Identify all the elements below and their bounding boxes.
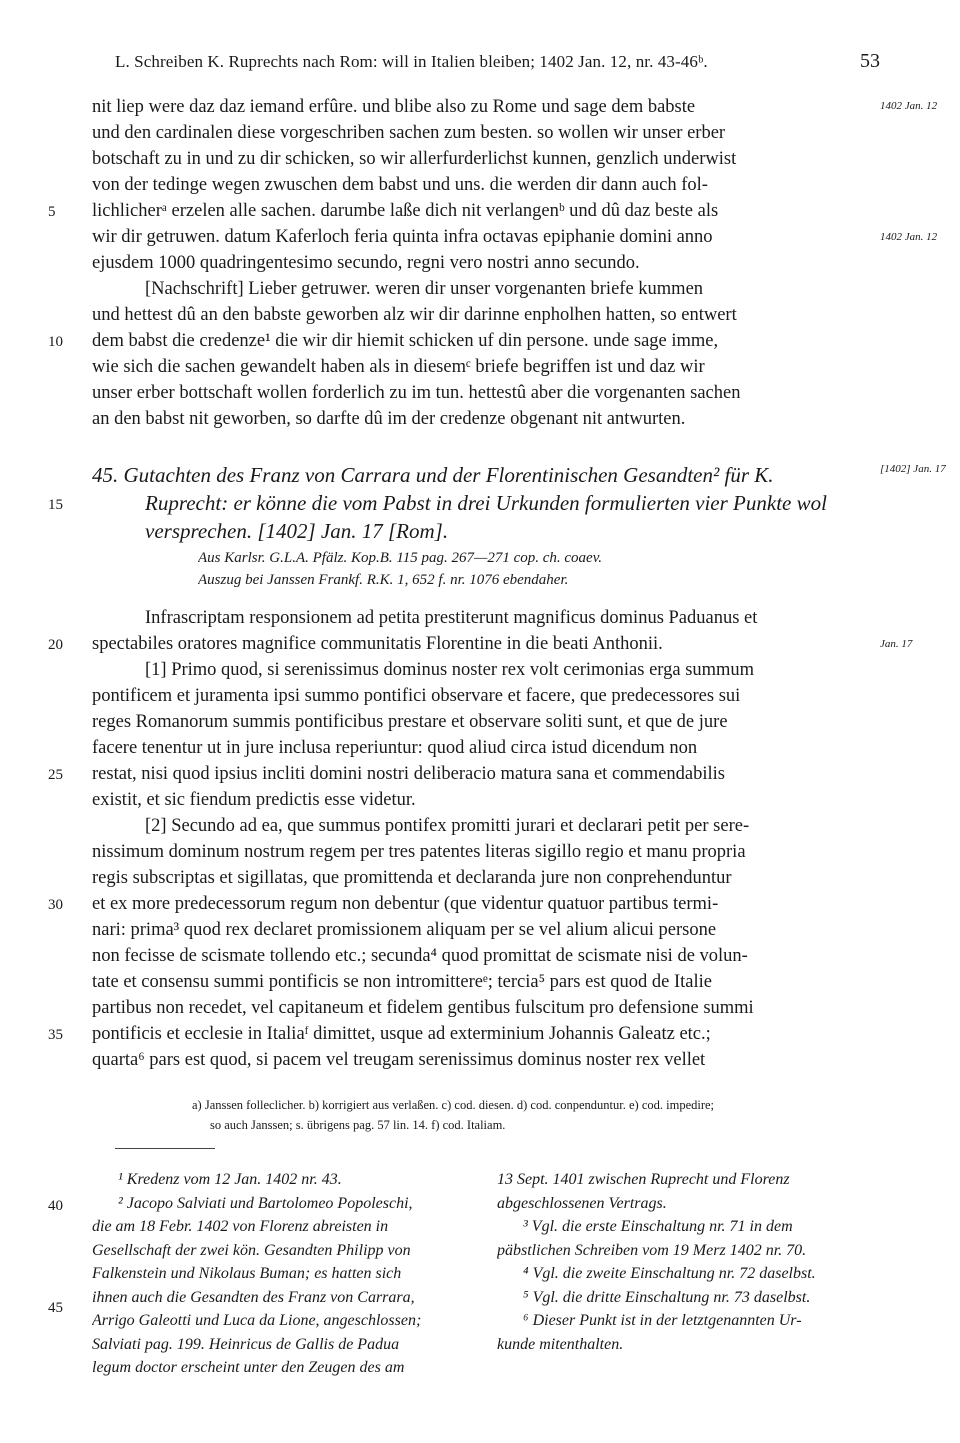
line-number: 40 [48,1198,63,1214]
text-line: wie sich die sachen gewandelt haben als in diesemᶜ briefe begriffen ist und daz wir [92,357,705,377]
footnotes-left [92,1168,477,1380]
footnote-line: ³ Vgl. die erste Einschaltung nr. 71 in dem [523,1218,793,1235]
text-line: facere tenentur ut in jure inclusa reperiuntur: quod aliud circa istud dicendum non [92,738,698,758]
footnote-line: Arrigo Galeotti und Luca da Lione, angeschlossen; [92,1312,422,1329]
footnote-line: 13 Sept. 1401 zwischen Ruprecht und Florenz [497,1171,790,1188]
text-line: nari: prima³ quod rex declaret promissionem aliquam per se vel alium alicui persone [92,920,717,940]
footnote-line: legum doctor erscheint unter den Zeugen des am [92,1359,405,1376]
text-line: restat, nisi quod ipsius incliti domini nostri deliberacio matura sana et commendabilis [92,764,725,784]
text-line: existit, et sic fiendum predictis esse videtur. [92,790,416,810]
footnote-line: Falkenstein und Nikolaus Buman; es hatten sich [92,1265,402,1282]
page-number: 53 [860,50,880,72]
text-line: unser erber bottschaft wollen forderlich zu im tun. hettestû aber die vorgenanten sachen [92,383,741,403]
margin-date-note: 1402 Jan. 12 [880,231,938,243]
doc-title-line: 45. Gutachten des Franz von Carrara und der Florentinischen Gesandten² für K. [92,463,774,487]
text-line: Infrascriptam responsionem ad petita prestiterunt magnificus dominus Paduanus et [145,608,758,628]
line-number: 15 [48,497,63,513]
line-number: 30 [48,897,63,913]
text-line: botschaft zu in und zu dir schicken, so wir allerfurderlichst kunnen, genzlich underwist [92,149,737,169]
footnote-line: ihnen auch die Gesandten des Franz von Carrara, [92,1288,415,1306]
source-line: Aus Karlsr. G.L.A. Pfälz. Kop.B. 115 pag. 267—271 cop. ch. coaev. [198,550,603,566]
text-line: non fecisse de scismate tollendo etc.; secunda⁴ quod promittat de scismate nisi de volun- [92,946,748,966]
text-line: pontificem et juramenta ipsi summo pontifici observare et facere, que predecessores sui [92,686,741,706]
line-number: 35 [48,1027,63,1043]
text-line: nissimum dominum nostrum regem per tres patentes literas sigillo regio et manu propria [92,842,746,862]
text-line: lichlicherᵃ erzelen alle sachen. darumbe laße dich nit verlangenᵇ und dû daz beste als [92,201,719,221]
footnote-line: ⁴ Vgl. die zweite Einschaltung nr. 72 daselbst. [523,1265,816,1282]
text-line: an den babst nit geworben, so darfte dû im der credenze obgenant nit antwurten. [92,409,686,429]
text-line: reges Romanorum summis pontificibus prestare et observare soliti sunt, et que de jure [92,712,728,732]
text-line: ejusdem 1000 quadringentesimo secundo, regni vero nostri anno secundo. [92,253,640,273]
text-line: [1] Primo quod, si serenissimus dominus noster rex volt cerimonias erga summum [145,660,755,680]
line-number: 10 [48,334,63,350]
line-number: 20 [48,637,63,653]
text-line: wir dir getruwen. datum Kaferloch feria quinta infra octavas epiphanie domini anno [92,227,713,247]
apparatus-line: a) Janssen folleclicher. b) korrigiert aus verlaßen. c) cod. diesen. d) cod. conpenduntur. e) cod. impedire; [192,1098,715,1112]
footnote-divider [115,1148,215,1149]
text-line: regis subscriptas et sigillatas, que promittenda et declaranda jure non conprehenduntur [92,868,732,888]
footnote-line: die am 18 Febr. 1402 von Florenz abreisten in [92,1218,389,1235]
footnote-line: Gesellschaft der zwei kön. Gesandten Philipp von [92,1241,411,1259]
text-line: pontificis et ecclesie in Italiaᶠ dimittet, usque ad exterminium Johannis Galeatz etc.; [92,1024,711,1044]
footnote-line: Salviati pag. 199. Heinricus de Gallis de Padua [92,1335,400,1353]
text-line: quarta⁶ pars est quod, si pacem vel treugam serenissimus dominus noster rex vellet [92,1050,706,1070]
footnote-line: abgeschlossenen Vertrags. [497,1194,667,1212]
running-header [115,52,880,78]
margin-date-note: 1402 Jan. 12 [880,100,938,112]
doc-title-line: versprechen. [1402] Jan. 17 [Rom]. [145,519,449,543]
doc-title-line: Ruprecht: er könne die vom Pabst in drei Urkunden formulierten vier Punkte wol [145,491,827,515]
line-number: 45 [48,1300,63,1316]
apparatus-line: so auch Janssen; s. übrigens pag. 57 lin. 14. f) cod. Italiam. [210,1118,506,1132]
text-line: und hettest dû an den babste geworben alz wir dir darinne enpholhen hatten, so entwert [92,305,737,325]
line-number: 25 [48,767,63,783]
text-line: [2] Secundo ad ea, que summus pontifex promitti jurari et declarari petit per sere- [145,816,750,836]
text-line: et ex more predecessorum regum non debentur (que videntur quatuor partibus termi- [92,894,719,914]
footnote-line: ⁶ Dieser Punkt ist in der letztgenannten Ur- [523,1312,802,1329]
footnote-line: kunde mitenthalten. [497,1335,624,1353]
text-line: spectabiles oratores magnifice communitatis Florentine in die beati Anthonii. [92,634,663,654]
text-line: tate et consensu summi pontificis se non intromittereᵉ; tercia⁵ pars est quod de Italie [92,972,712,992]
footnote-line: ¹ Kredenz vom 12 Jan. 1402 nr. 43. [118,1171,342,1188]
text-line: dem babst die credenze¹ die wir dir hiemit schicken uf din persone. unde sage imme, [92,331,719,351]
margin-date-note: Jan. 17 [880,638,913,650]
running-title: L. Schreiben K. Ruprechts nach Rom: will in Italien bleiben; 1402 Jan. 12, nr. 43-46ᵇ. [115,52,708,71]
footnote-line: päbstlichen Schreiben vom 19 Merz 1402 nr. 70. [497,1241,807,1259]
text-line: partibus non recedet, vel capitaneum et fidelem gentibus fulscitum pro defensione summi [92,998,754,1018]
footnote-line: ² Jacopo Salviati und Bartolomeo Popoleschi, [118,1194,413,1212]
footnotes-right [497,1168,882,1356]
footnote-line: ⁵ Vgl. die dritte Einschaltung nr. 73 daselbst. [523,1288,811,1306]
line-number: 5 [48,204,56,220]
text-line: nit liep were daz daz iemand erfûre. und blibe also zu Rome und sage dem babste [92,97,696,117]
text-line: und den cardinalen diese vorgeschriben sachen zum besten. so wollen wir unser erber [92,123,726,143]
text-line: von der tedinge wegen zwuschen dem babst und uns. die werden dir dann auch fol- [92,175,708,195]
margin-date-note: [1402] Jan. 17 [880,463,946,475]
text-line: [Nachschrift] Lieber getruwer. weren dir unser vorgenanten briefe kummen [145,279,704,299]
source-line: Auszug bei Janssen Frankf. R.K. 1, 652 f. nr. 1076 ebendaher. [198,572,569,588]
